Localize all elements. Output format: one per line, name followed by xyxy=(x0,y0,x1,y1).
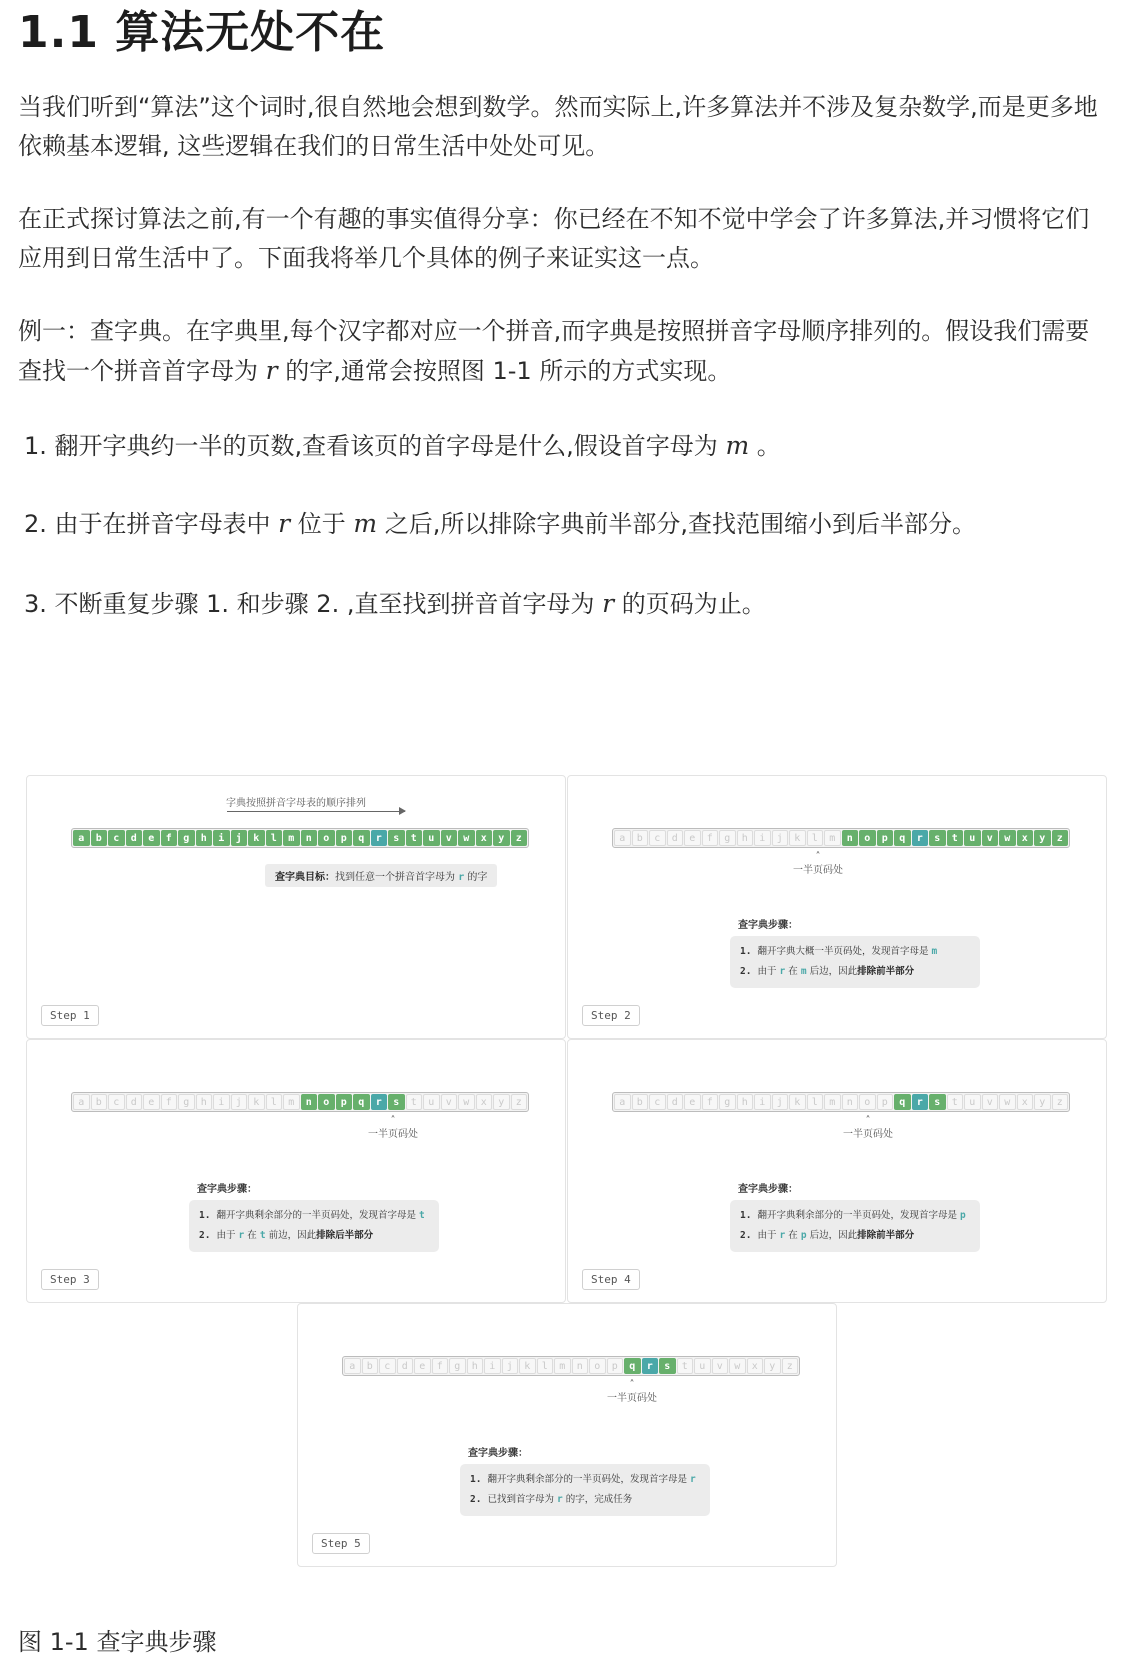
letter-row xyxy=(612,828,1070,848)
letter-cell: g xyxy=(449,1358,466,1374)
letter-cell: u xyxy=(423,830,440,846)
letter-cell: m xyxy=(283,1094,300,1110)
line-num: 2. xyxy=(740,1230,752,1241)
letter-cell: q xyxy=(353,1094,370,1110)
letter-cell: t xyxy=(947,1094,964,1110)
line-text: 后边，因此 xyxy=(809,966,858,977)
steps-line-1 xyxy=(740,1206,970,1226)
letter-cell: w xyxy=(729,1358,746,1374)
line-text: 的字，完成任务 xyxy=(565,1494,633,1505)
goal-var: r xyxy=(458,872,465,883)
caret-up-icon: ˄ xyxy=(390,1115,396,1126)
example-text-start: 例一：查字典。在字典里,每个汉字都对应一个拼音,而字典是按照拼音字母顺序排列的。假设我们需要查找一个拼音首字母为 xyxy=(18,317,1090,385)
line-text: 在 xyxy=(788,966,798,977)
letter-cell: p xyxy=(877,1094,894,1110)
letter-cell: x xyxy=(476,830,493,846)
letter-cell: f xyxy=(161,1094,178,1110)
caret-up-icon: ˄ xyxy=(865,1115,871,1126)
line-text: 后边，因此 xyxy=(809,1230,858,1241)
example-paragraph xyxy=(18,312,1108,391)
letter-cell: d xyxy=(397,1358,414,1374)
letter-cell: t xyxy=(406,1094,423,1110)
steps-box xyxy=(730,1200,980,1252)
letter-cell: g xyxy=(719,830,736,846)
letter-cell: y xyxy=(1034,830,1051,846)
letter-cell: e xyxy=(684,1094,701,1110)
letter-cell: a xyxy=(344,1358,361,1374)
letter-cell: y xyxy=(1034,1094,1051,1110)
midpoint-pointer xyxy=(768,850,868,878)
goal-box xyxy=(265,864,497,887)
line-num: 1. xyxy=(740,1210,752,1221)
letter-cell: l xyxy=(266,830,283,846)
letter-cell: d xyxy=(667,1094,684,1110)
letter-cell: t xyxy=(947,830,964,846)
line-num: 2. xyxy=(199,1230,211,1241)
math-var-r: r xyxy=(602,589,615,618)
letter-cell: i xyxy=(213,830,230,846)
letter-cell: l xyxy=(266,1094,283,1110)
letter-cell: b xyxy=(91,830,108,846)
letter-cell: c xyxy=(649,1094,666,1110)
line-text: 在 xyxy=(788,1230,798,1241)
letter-cell: m xyxy=(283,830,300,846)
caret-up-icon: ˄ xyxy=(815,851,821,862)
letter-cell: u xyxy=(694,1358,711,1374)
letter-cell: l xyxy=(807,1094,824,1110)
line-num: 1. xyxy=(740,946,752,957)
letter-cell: s xyxy=(659,1358,676,1374)
letter-cell: s xyxy=(388,1094,405,1110)
steps-title: 查字典步骤： xyxy=(738,1184,798,1195)
letter-cell: e xyxy=(143,1094,160,1110)
figure-panel-step-5 xyxy=(297,1303,837,1567)
letter-cell: k xyxy=(248,1094,265,1110)
letter-cell: r xyxy=(371,1094,388,1110)
steps-box xyxy=(460,1464,710,1516)
order-arrow-icon xyxy=(227,811,405,812)
step-badge: Step 1 xyxy=(41,1005,99,1026)
line-text: 已找到首字母为 xyxy=(487,1494,554,1505)
caret-up-icon: ˄ xyxy=(629,1379,635,1390)
letter-cell: h xyxy=(737,830,754,846)
step-1-text: 1. 翻开字典约一半的页数,查看该页的首字母是什么,假设首字母为 xyxy=(24,432,718,460)
midpoint-label: 一半页码处 xyxy=(607,1393,657,1404)
letter-row xyxy=(612,1092,1070,1112)
letter-cell: e xyxy=(684,830,701,846)
letter-cell: v xyxy=(982,1094,999,1110)
line-var: t xyxy=(419,1210,425,1221)
letter-cell: x xyxy=(747,1358,764,1374)
letter-cell: r xyxy=(642,1358,659,1374)
line-var: r xyxy=(779,966,786,977)
letter-cell: v xyxy=(982,830,999,846)
letter-cell: n xyxy=(572,1358,589,1374)
letter-cell: c xyxy=(379,1358,396,1374)
letter-cell: z xyxy=(1052,1094,1069,1110)
step-2-text-a: 2. 由于在拼音字母表中 xyxy=(24,510,271,538)
steps-line-2 xyxy=(199,1226,429,1246)
letter-cell: n xyxy=(301,830,318,846)
letter-cell: d xyxy=(126,830,143,846)
step-badge: Step 4 xyxy=(582,1269,640,1290)
letter-cell: r xyxy=(912,1094,929,1110)
letter-cell: q xyxy=(894,830,911,846)
midpoint-pointer xyxy=(582,1378,682,1406)
letter-cell: a xyxy=(614,830,631,846)
figure-panel-step-4 xyxy=(567,1039,1107,1303)
steps-line-2 xyxy=(470,1490,700,1510)
letter-cell: b xyxy=(91,1094,108,1110)
figure-panel-step-1 xyxy=(26,775,566,1039)
line-text: 在 xyxy=(247,1230,257,1241)
goal-title: 查字典目标： xyxy=(275,872,335,883)
line-text: 由于 xyxy=(757,966,777,977)
letter-cell: c xyxy=(108,1094,125,1110)
letter-cell: d xyxy=(126,1094,143,1110)
letter-cell: h xyxy=(737,1094,754,1110)
letter-cell: v xyxy=(712,1358,729,1374)
letter-cell: q xyxy=(894,1094,911,1110)
letter-cell: u xyxy=(423,1094,440,1110)
line-var: r xyxy=(690,1474,696,1485)
letter-cell: l xyxy=(807,830,824,846)
letter-cell: c xyxy=(649,830,666,846)
letter-cell: x xyxy=(476,1094,493,1110)
fact-paragraph: 在正式探讨算法之前,有一个有趣的事实值得分享：你已经在不知不觉中学会了许多算法,并习惯将它们应用到日常生活中了。下面我将举几个具体的例子来证实这一点。 xyxy=(18,205,1090,272)
letter-cell: i xyxy=(754,830,771,846)
letter-cell: z xyxy=(1052,830,1069,846)
letter-cell: e xyxy=(414,1358,431,1374)
letter-cell: k xyxy=(789,1094,806,1110)
step-item-1 xyxy=(24,430,781,462)
goal-tail: 的字 xyxy=(467,872,488,883)
letter-cell: k xyxy=(248,830,265,846)
letter-cell: w xyxy=(999,830,1016,846)
line-num: 2. xyxy=(470,1494,482,1505)
line-text: 翻开字典大概一半页码处，发现首字母是 xyxy=(757,946,929,957)
letter-cell: d xyxy=(667,830,684,846)
midpoint-label: 一半页码处 xyxy=(368,1129,418,1140)
step-badge: Step 2 xyxy=(582,1005,640,1026)
letter-cell: y xyxy=(764,1358,781,1374)
step-item-3 xyxy=(24,588,766,620)
line-text: 翻开字典剩余部分的一半页码处，发现首字母是 xyxy=(216,1210,416,1221)
letter-cell: l xyxy=(537,1358,554,1374)
letter-cell: a xyxy=(73,1094,90,1110)
letter-cell: u xyxy=(964,830,981,846)
step-item-2 xyxy=(24,508,976,540)
step-3-text: 3. 不断重复步骤 1. 和步骤 2. ,直至找到拼音首字母为 xyxy=(24,590,595,618)
letter-cell: w xyxy=(458,830,475,846)
steps-line-1 xyxy=(470,1470,700,1490)
letter-cell: p xyxy=(607,1358,624,1374)
letter-cell: j xyxy=(772,830,789,846)
letter-cell: y xyxy=(493,830,510,846)
midpoint-pointer xyxy=(818,1114,918,1142)
letter-cell: n xyxy=(842,830,859,846)
steps-box xyxy=(730,936,980,988)
midpoint-label: 一半页码处 xyxy=(843,1129,893,1140)
letter-cell: v xyxy=(441,1094,458,1110)
line-bold: 排除前半部分 xyxy=(857,1230,915,1241)
line-var: p xyxy=(960,1210,966,1221)
letter-cell: x xyxy=(1017,830,1034,846)
midpoint-label: 一半页码处 xyxy=(793,865,843,876)
line-var: r xyxy=(779,1230,786,1241)
letter-cell: w xyxy=(999,1094,1016,1110)
goal-text: 找到任意一个拼音首字母为 xyxy=(335,872,455,883)
line-text: 由于 xyxy=(757,1230,777,1241)
letter-cell: a xyxy=(73,830,90,846)
letter-cell: j xyxy=(502,1358,519,1374)
letter-cell: b xyxy=(632,1094,649,1110)
line-var: t xyxy=(259,1230,266,1241)
order-label: 字典按照拼音字母表的顺序排列 xyxy=(226,798,366,809)
letter-cell: y xyxy=(493,1094,510,1110)
line-var: m xyxy=(931,946,938,957)
line-bold: 排除后半部分 xyxy=(316,1230,374,1241)
line-num: 1. xyxy=(470,1474,482,1485)
letter-cell: a xyxy=(614,1094,631,1110)
letter-cell: c xyxy=(108,830,125,846)
letter-cell: p xyxy=(336,1094,353,1110)
letter-cell: m xyxy=(824,1094,841,1110)
letter-cell: p xyxy=(877,830,894,846)
step-3-end: 的页码为止。 xyxy=(621,590,766,618)
letter-cell: x xyxy=(1017,1094,1034,1110)
letter-cell: z xyxy=(511,1094,528,1110)
letter-cell: t xyxy=(406,830,423,846)
letter-cell: r xyxy=(912,830,929,846)
line-bold: 排除前半部分 xyxy=(857,966,915,977)
letter-cell: b xyxy=(362,1358,379,1374)
steps-title: 查字典步骤： xyxy=(738,920,798,931)
letter-cell: i xyxy=(484,1358,501,1374)
letter-cell: h xyxy=(196,830,213,846)
line-text: 翻开字典剩余部分的一半页码处，发现首字母是 xyxy=(757,1210,957,1221)
letter-row xyxy=(71,1092,529,1112)
letter-cell: o xyxy=(589,1358,606,1374)
letter-cell: k xyxy=(519,1358,536,1374)
line-var: p xyxy=(800,1230,807,1241)
letter-cell: e xyxy=(143,830,160,846)
letter-cell: o xyxy=(859,1094,876,1110)
line-var: r xyxy=(557,1494,563,1505)
figure-panel-step-3 xyxy=(26,1039,566,1303)
steps-title: 查字典步骤： xyxy=(468,1448,528,1459)
letter-cell: o xyxy=(859,830,876,846)
line-var: m xyxy=(800,966,807,977)
letter-cell: n xyxy=(301,1094,318,1110)
letter-row xyxy=(71,828,529,848)
example-text-end: 的字,通常会按照图 1-1 所示的方式实现。 xyxy=(285,357,732,385)
letter-cell: f xyxy=(702,830,719,846)
math-var-m: m xyxy=(725,431,750,460)
letter-cell: z xyxy=(782,1358,799,1374)
line-num: 2. xyxy=(740,966,752,977)
letter-cell: s xyxy=(388,830,405,846)
letter-cell: n xyxy=(842,1094,859,1110)
letter-cell: q xyxy=(353,830,370,846)
letter-cell: o xyxy=(318,1094,335,1110)
letter-cell: f xyxy=(432,1358,449,1374)
step-2-text-c: 之后,所以排除字典前半部分,查找范围缩小到后半部分。 xyxy=(384,510,977,538)
line-text: 前边，因此 xyxy=(268,1230,317,1241)
letter-cell: g xyxy=(178,830,195,846)
letter-cell: g xyxy=(719,1094,736,1110)
letter-cell: m xyxy=(554,1358,571,1374)
step-2-text-b: 位于 xyxy=(297,510,346,538)
math-var-m: m xyxy=(353,509,378,538)
steps-title: 查字典步骤： xyxy=(197,1184,257,1195)
letter-cell: s xyxy=(929,1094,946,1110)
midpoint-pointer xyxy=(343,1114,443,1142)
letter-cell: b xyxy=(632,830,649,846)
intro-paragraph: 当我们听到“算法”这个词时,很自然地会想到数学。然而实际上,许多算法并不涉及复杂数学,而是更多地依赖基本逻辑, 这些逻辑在我们的日常生活中处处可见。 xyxy=(18,93,1098,160)
step-badge: Step 5 xyxy=(312,1533,370,1554)
letter-cell: p xyxy=(336,830,353,846)
letter-cell: j xyxy=(231,1094,248,1110)
letter-row xyxy=(342,1356,800,1376)
letter-cell: j xyxy=(772,1094,789,1110)
line-text: 翻开字典剩余部分的一半页码处，发现首字母是 xyxy=(487,1474,687,1485)
letter-cell: k xyxy=(789,830,806,846)
math-var-r: r xyxy=(278,509,291,538)
letter-cell: g xyxy=(178,1094,195,1110)
letter-cell: t xyxy=(677,1358,694,1374)
letter-cell: o xyxy=(318,830,335,846)
letter-cell: h xyxy=(467,1358,484,1374)
letter-cell: i xyxy=(213,1094,230,1110)
letter-cell: v xyxy=(441,830,458,846)
letter-cell: f xyxy=(161,830,178,846)
figure-panel-step-2 xyxy=(567,775,1107,1039)
line-text: 由于 xyxy=(216,1230,236,1241)
page-title: 1.1 算法无处不在 xyxy=(18,7,386,58)
letter-cell: j xyxy=(231,830,248,846)
letter-cell: u xyxy=(964,1094,981,1110)
letter-cell: f xyxy=(702,1094,719,1110)
steps-line-2 xyxy=(740,1226,970,1246)
line-num: 1. xyxy=(199,1210,211,1221)
steps-box xyxy=(189,1200,439,1252)
letter-cell: w xyxy=(458,1094,475,1110)
letter-cell: i xyxy=(754,1094,771,1110)
letter-cell: q xyxy=(624,1358,641,1374)
math-var-r: r xyxy=(265,356,278,385)
letter-cell: r xyxy=(371,830,388,846)
steps-line-2 xyxy=(740,962,970,982)
letter-cell: h xyxy=(196,1094,213,1110)
letter-cell: m xyxy=(824,830,841,846)
steps-line-1 xyxy=(199,1206,429,1226)
figure-caption: 图 1-1 查字典步骤 xyxy=(18,1628,217,1656)
step-badge: Step 3 xyxy=(41,1269,99,1290)
letter-cell: s xyxy=(929,830,946,846)
step-1-end: 。 xyxy=(756,432,781,460)
letter-cell: z xyxy=(511,830,528,846)
line-var: r xyxy=(238,1230,245,1241)
steps-line-1 xyxy=(740,942,970,962)
